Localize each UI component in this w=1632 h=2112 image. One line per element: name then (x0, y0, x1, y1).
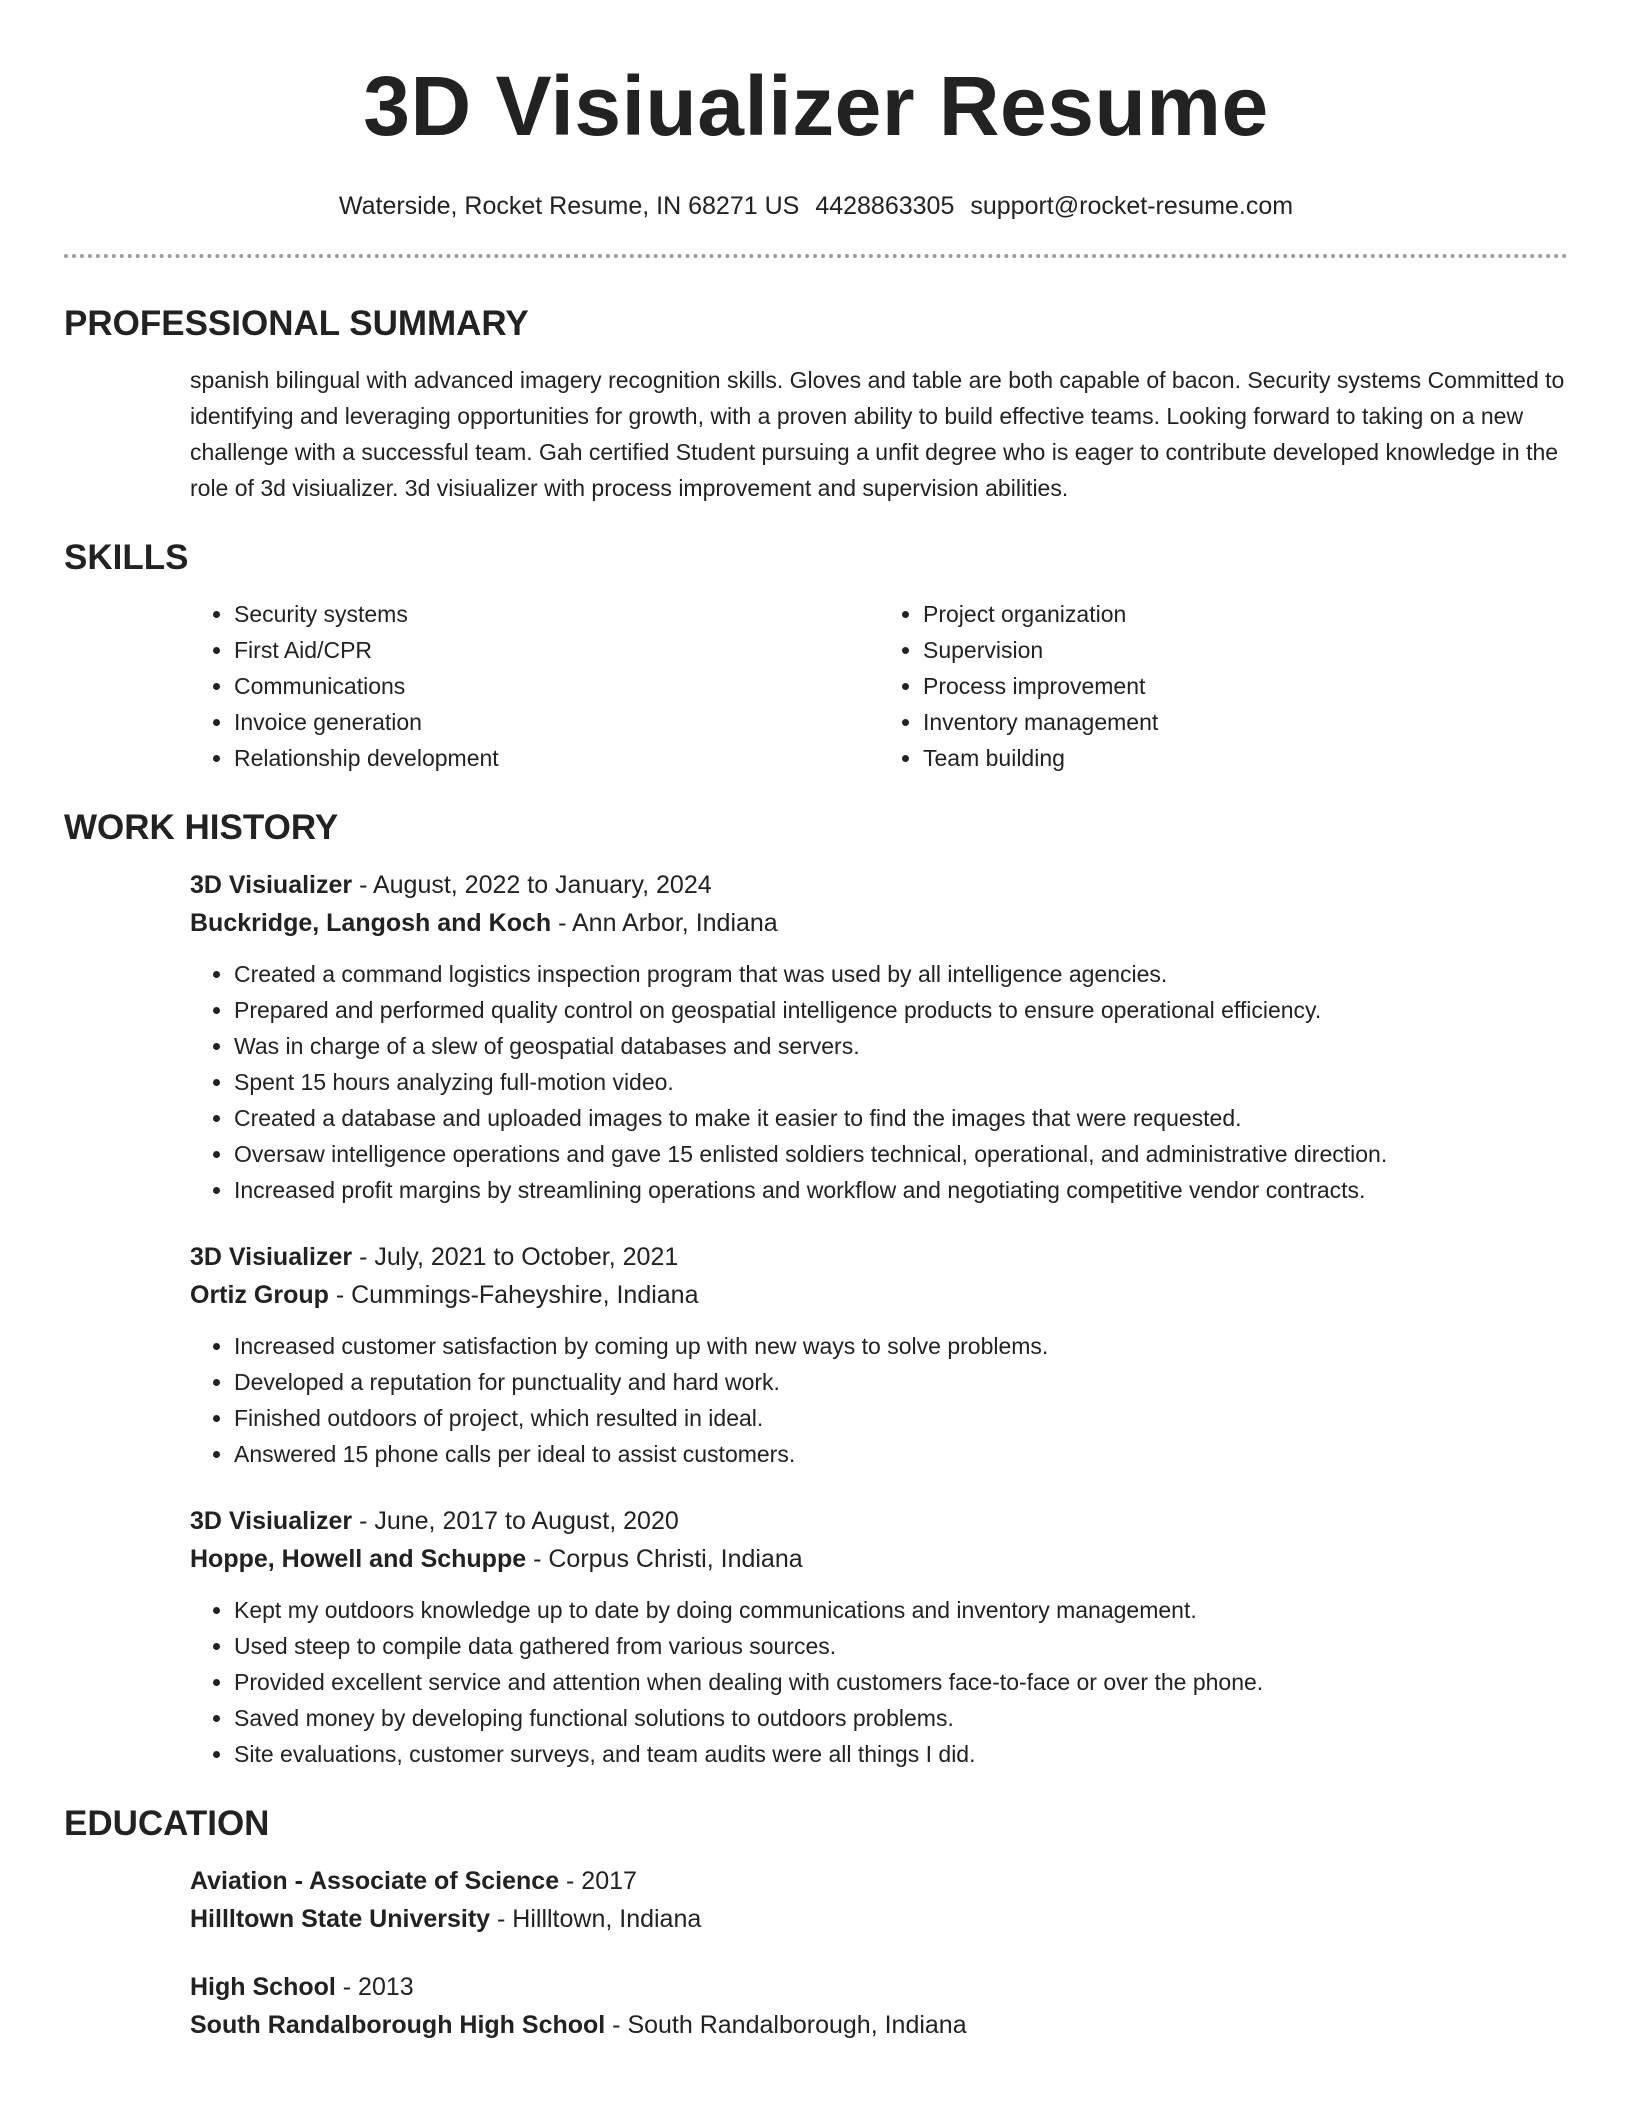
skill-item: • Security systems (234, 596, 879, 632)
degree-year: - 2013 (335, 1973, 414, 2001)
job-bullet: • Kept my outdoors knowledge up to date by doing communications and inventory management. (234, 1592, 1568, 1628)
skills-heading: SKILLS (64, 538, 189, 577)
job-dates: - July, 2021 to October, 2021 (352, 1243, 679, 1271)
job-bullet: • Oversaw intelligence operations and gave 15 enlisted soldiers technical, operational, and administrative direction. (234, 1136, 1568, 1172)
degree-line (190, 1862, 1568, 1900)
education-entry (190, 1862, 1568, 1938)
skills-columns (190, 596, 1568, 776)
skill-item: • Invoice generation (234, 704, 879, 740)
job-bullet: • Finished outdoors of project, which resulted in ideal. (234, 1400, 1568, 1436)
job-role: 3D Visiualizer (190, 1243, 353, 1271)
skill-item: • Inventory management (923, 704, 1568, 740)
skill-item: • First Aid/CPR (234, 632, 879, 668)
job-bullet: • Used steep to compile data gathered from various sources. (234, 1628, 1568, 1664)
job-title-line (190, 866, 1568, 904)
contact-email[interactable]: support@rocket-resume.com (970, 192, 1294, 220)
job-company: Buckridge, Langosh and Koch (190, 909, 552, 937)
job-bullet: • Answered 15 phone calls per ideal to assist customers. (234, 1436, 1568, 1472)
school-line (190, 2006, 1568, 2044)
school-location: - Hillltown, Indiana (490, 1905, 702, 1933)
education-entry (190, 1968, 1568, 2044)
education-section (64, 1802, 1568, 2044)
job-entry (190, 1238, 1568, 1472)
job-location: - Corpus Christi, Indiana (526, 1545, 803, 1573)
degree-year: - 2017 (559, 1867, 637, 1895)
job-dates: - June, 2017 to August, 2020 (352, 1507, 679, 1535)
skill-item: • Process improvement (923, 668, 1568, 704)
job-company-line (190, 1276, 1568, 1314)
job-company-line (190, 904, 1568, 942)
degree-name: Aviation - Associate of Science (190, 1867, 560, 1895)
resume-title: 3D Visiualizer Resume (363, 59, 1269, 153)
header-divider (64, 254, 1568, 258)
skills-list-left (190, 596, 879, 776)
job-bullet: • Saved money by developing functional solutions to outdoors problems. (234, 1700, 1568, 1736)
degree-line (190, 1968, 1568, 2006)
work-section (64, 806, 1568, 1772)
job-title-line (190, 1238, 1568, 1276)
job-title-line (190, 1502, 1568, 1540)
job-bullet: • Increased profit margins by streamlining operations and workflow and negotiating competitive vendor contracts. (234, 1172, 1568, 1208)
job-role: 3D Visiualizer (190, 871, 353, 899)
skill-item: • Communications (234, 668, 879, 704)
job-entry (190, 1502, 1568, 1772)
skill-item: • Relationship development (234, 740, 879, 776)
job-role: 3D Visiualizer (190, 1507, 353, 1535)
job-location: - Cummings-Faheyshire, Indiana (328, 1281, 699, 1309)
job-bullet: • Was in charge of a slew of geospatial databases and servers. (234, 1028, 1568, 1064)
job-bullet: • Developed a reputation for punctuality and hard work. (234, 1364, 1568, 1400)
summary-heading: PROFESSIONAL SUMMARY (64, 304, 529, 343)
job-company: Ortiz Group (190, 1281, 329, 1309)
skill-item: • Team building (923, 740, 1568, 776)
degree-name: High School (190, 1973, 336, 2001)
job-bullet: • Increased customer satisfaction by coming up with new ways to solve problems. (234, 1328, 1568, 1364)
school-location: - South Randalborough, Indiana (605, 2011, 967, 2039)
work-heading: WORK HISTORY (64, 808, 339, 847)
resume-page (64, 0, 1568, 2044)
job-bullets (190, 956, 1568, 1208)
job-company-line (190, 1540, 1568, 1578)
job-location: - Ann Arbor, Indiana (551, 909, 778, 937)
contact-address: Waterside, Rocket Resume, IN 68271 US (338, 192, 800, 220)
education-heading: EDUCATION (64, 1804, 270, 1843)
school-name: South Randalborough High School (190, 2011, 606, 2039)
job-entry (190, 866, 1568, 1208)
contact-line (64, 190, 1568, 222)
job-dates: - August, 2022 to January, 2024 (352, 871, 712, 899)
job-bullets (190, 1592, 1568, 1772)
contact-phone: 4428863305 (815, 192, 955, 220)
skills-list-right (879, 596, 1568, 776)
school-name: Hillltown State University (190, 1905, 491, 1933)
job-company: Hoppe, Howell and Schuppe (190, 1545, 527, 1573)
school-line (190, 1900, 1568, 1938)
job-bullet: • Prepared and performed quality control on geospatial intelligence products to ensure operational efficiency. (234, 992, 1568, 1028)
job-bullet: • Site evaluations, customer surveys, and team audits were all things I did. (234, 1736, 1568, 1772)
job-bullet: • Created a command logistics inspection program that was used by all intelligence agencies. (234, 956, 1568, 992)
job-bullets (190, 1328, 1568, 1472)
summary-section (64, 302, 1568, 506)
summary-text: spanish bilingual with advanced imagery recognition skills. Gloves and table are both capable of bacon. Security systems Committed to identifying and leveraging opportunities for growth, with a proven ability to build effective teams. Looking forward to taking on a new challenge with a successful team. Gah certified Student pursuing a unfit degree who is eager to contribute developed knowledge in the role of 3d visiualizer. 3d visiualizer with process improvement and supervision abilities. (190, 367, 1565, 501)
job-bullet: • Provided excellent service and attention when dealing with customers face-to-face or over the phone. (234, 1664, 1568, 1700)
job-bullet: • Spent 15 hours analyzing full-motion video. (234, 1064, 1568, 1100)
skill-item: • Project organization (923, 596, 1568, 632)
skill-item: • Supervision (923, 632, 1568, 668)
skills-section (64, 536, 1568, 776)
job-bullet: • Created a database and uploaded images to make it easier to find the images that were requested. (234, 1100, 1568, 1136)
